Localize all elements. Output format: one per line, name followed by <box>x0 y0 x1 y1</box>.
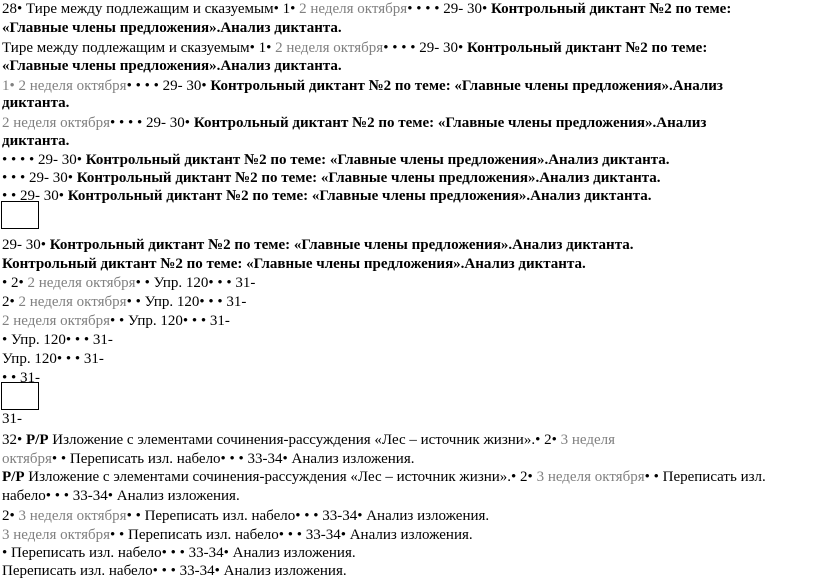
text-segment: 2• <box>2 294 19 310</box>
week-label: 2 неделя октября <box>18 78 127 94</box>
week-label: 2 неделя октября <box>18 294 127 310</box>
week-label: октября <box>2 451 52 467</box>
text-line <box>2 78 723 95</box>
text-line <box>2 40 707 57</box>
lesson-topic: Р/Р <box>2 469 29 485</box>
week-label: 1• <box>2 78 19 94</box>
lesson-topic: Контрольный диктант №2 по теме: <box>466 40 708 56</box>
text-segment: • • Упр. 120• • • 31- <box>126 294 247 310</box>
text-line <box>2 488 240 505</box>
text-line <box>2 411 22 428</box>
text-segment: • 2• <box>2 275 28 291</box>
text-segment: 1• <box>282 1 300 17</box>
week-label: 3 неделя октября <box>536 469 645 485</box>
text-line <box>2 95 69 112</box>
text-segment: Изложение с элементами сочинения-рассуждения «Лес – источник жизни».• 2• <box>52 432 561 448</box>
text-line <box>2 351 104 368</box>
week-label: 3 неделя <box>560 432 615 448</box>
lesson-topic: Контрольный диктант №2 по теме: <box>490 1 732 17</box>
text-segment: • • Упр. 120• • • 31- <box>110 313 230 329</box>
text-segment: • • Переписать изл. набело• • • 33-34• Анализ изложения. <box>51 451 415 467</box>
lesson-topic: Контрольный диктант №2 по теме: «Главные члены предложения».Анализ <box>210 78 723 94</box>
text-line <box>2 188 652 205</box>
text-line <box>2 1 731 18</box>
text-segment: 28• Тире между подлежащим и сказуемым• <box>2 1 283 17</box>
text-segment: • • Переписать изл. набело• • • 33-34• Анализ изложения. <box>126 508 490 524</box>
lesson-topic: диктанта. <box>2 95 70 111</box>
lesson-topic: Контрольный диктант №2 по теме: «Главные члены предложения».Анализ диктанта. <box>76 170 661 186</box>
text-line <box>2 469 766 486</box>
text-segment: Упр. 120• • • 31- <box>2 351 104 367</box>
text-line <box>2 115 706 132</box>
week-label: 2 неделя октября <box>275 40 384 56</box>
text-segment: 1• <box>258 40 276 56</box>
text-line <box>2 133 69 150</box>
text-segment: • • • • 29- 30• <box>110 115 194 131</box>
text-line <box>2 563 347 580</box>
lesson-topic: Р/Р <box>26 432 53 448</box>
text-line <box>2 313 230 330</box>
text-line <box>2 527 473 544</box>
text-segment: • • • • 29- 30• <box>407 1 491 17</box>
week-label: 3 неделя октября <box>2 527 111 543</box>
text-line <box>2 508 489 525</box>
text-segment: • • Переписать изл. набело• • • 33-34• Анализ изложения. <box>110 527 473 543</box>
text-line <box>2 20 342 37</box>
text-segment: • • Упр. 120• • • 31- <box>135 275 256 291</box>
week-label: 3 неделя октября <box>18 508 127 524</box>
lesson-topic: Контрольный диктант №2 по теме: «Главные члены предложения».Анализ <box>193 115 707 131</box>
text-segment: Изложение с элементами сочинения-рассуждения «Лес – источник жизни».• 2• <box>28 469 537 485</box>
text-segment: • • • • 29- 30• <box>2 152 86 168</box>
text-line <box>2 332 113 349</box>
text-segment: • • 31- <box>2 370 40 386</box>
lesson-topic: «Главные члены предложения».Анализ диктанта. <box>2 20 342 36</box>
week-label: 2 неделя октября <box>299 1 408 17</box>
week-label: 2 неделя октября <box>27 275 136 291</box>
text-line <box>2 545 356 562</box>
text-line <box>2 275 255 292</box>
text-segment: • • • 29- 30• <box>2 170 77 186</box>
text-segment: набело• • • 33-34• Анализ изложения. <box>2 488 240 504</box>
text-line <box>2 237 634 254</box>
text-segment: • • • • 29- 30• <box>383 40 467 56</box>
text-segment: • • • • 29- 30• <box>126 78 211 94</box>
text-segment: 32• <box>2 432 27 448</box>
text-segment: • Упр. 120• • • 31- <box>2 332 113 348</box>
lesson-topic: «Главные члены предложения».Анализ диктанта. <box>2 58 342 74</box>
empty-table-cell <box>1 201 39 229</box>
week-label: 2 неделя октября <box>2 115 111 131</box>
text-line <box>2 58 342 75</box>
text-segment: 31- <box>2 411 22 427</box>
text-line <box>2 170 661 187</box>
text-line <box>2 432 615 449</box>
lesson-topic: Контрольный диктант №2 по теме: «Главные члены предложения».Анализ диктанта. <box>67 188 652 204</box>
text-segment: • • 29- 30• <box>2 188 68 204</box>
lesson-topic: диктанта. <box>2 133 70 149</box>
text-segment: 29- 30• <box>2 237 50 253</box>
lesson-topic: Контрольный диктант №2 по теме: «Главные члены предложения».Анализ диктанта. <box>49 237 634 253</box>
text-line <box>2 294 246 311</box>
text-line <box>2 451 414 468</box>
lesson-topic: Контрольный диктант №2 по теме: «Главные члены предложения».Анализ диктанта. <box>2 256 586 272</box>
text-line <box>2 370 40 387</box>
week-label: 2 неделя октября <box>2 313 111 329</box>
text-line <box>2 152 670 169</box>
text-segment: • Переписать изл. набело• • • 33-34• Анализ изложения. <box>2 545 356 561</box>
text-segment: 2• <box>2 508 19 524</box>
text-segment: Переписать изл. набело• • • 33-34• Анализ изложения. <box>2 563 347 579</box>
text-segment: • • Переписать изл. <box>644 469 766 485</box>
text-segment: Тире между подлежащим и сказуемым• <box>2 40 259 56</box>
lesson-topic: Контрольный диктант №2 по теме: «Главные члены предложения».Анализ диктанта. <box>85 152 670 168</box>
text-line <box>2 256 586 273</box>
